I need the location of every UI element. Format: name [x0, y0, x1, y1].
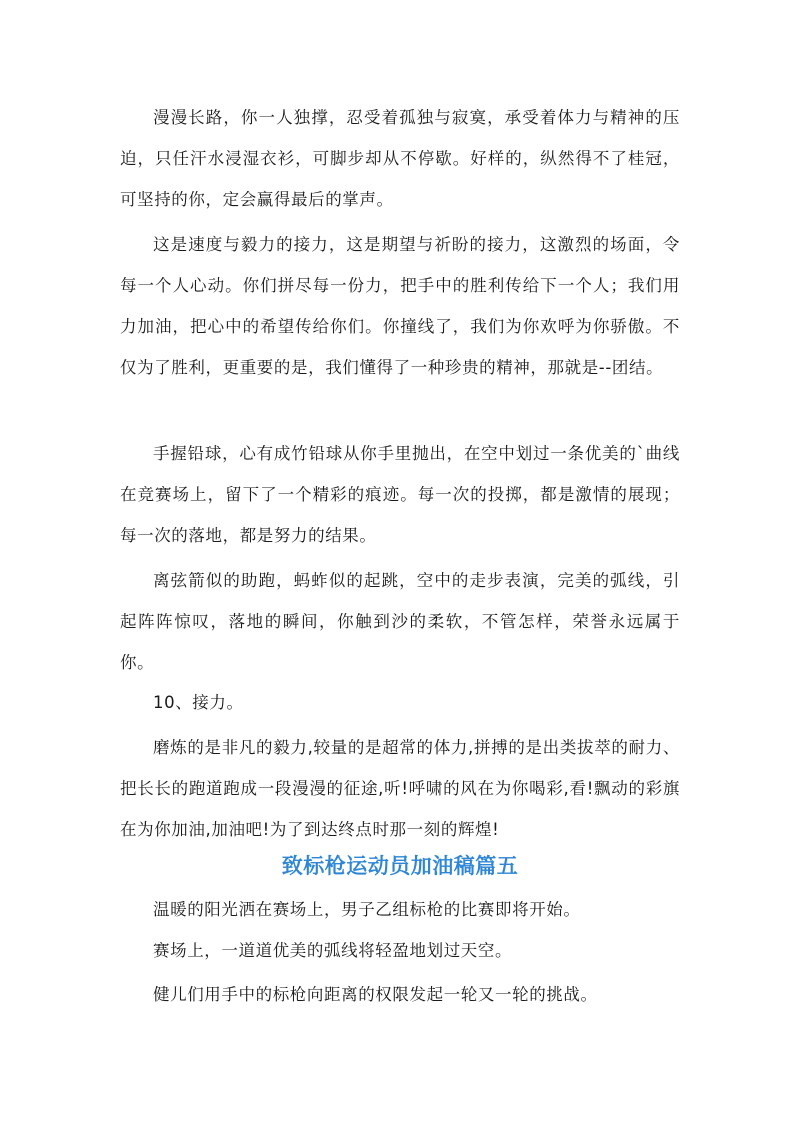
paragraph: 手握铅球，心有成竹铅球从你手里抛出，在空中划过一条优美的`曲线在竞赛场上，留下了一个精彩的痕迹。每一次的投掷，都是激情的展现；每一次的落地，都是努力的结果。	[120, 444, 680, 545]
paragraph: 离弦箭似的助跑，蚂蚱似的起跳，空中的走步表演，完美的弧线，引起阵阵惊叹，落地的瞬间，你触到沙的柔软，不管怎样，荣誉永远属于你。	[120, 571, 680, 672]
list-heading: 10、接力。	[153, 693, 244, 712]
paragraph: 漫漫长路，你一人独撑，忍受着孤独与寂寞，承受着体力与精神的压迫，只任汗水浸湿衣衫，可脚步却从不停歇。好样的，纵然得不了桂冠，可坚持的你，定会赢得最后的掌声。	[120, 108, 680, 209]
paragraph: 赛场上，一道道优美的弧线将轻盈地划过天空。	[153, 941, 513, 960]
section-title: 致标枪运动员加油稿篇五	[281, 854, 519, 878]
paragraph: 健儿们用手中的标枪向距离的权限发起一轮又一轮的挑战。	[153, 985, 598, 1004]
paragraph: 这是速度与毅力的接力，这是期望与祈盼的接力，这激烈的场面，令每一个人心动。你们拼尽每一份力，把手中的胜利传给下一个人；我们用力加油，把心中的希望传给你们。你撞线了，我们为你欢呼为你骄傲。不仅为了胜利，更重要的是，我们懂得了一种珍贵的精神，那就是--团结。	[120, 235, 680, 377]
paragraph: 磨炼的是非凡的毅力,较量的是超常的体力,拼搏的是出类拔萃的耐力、把长长的跑道跑成一段漫漫的征途,听!呼啸的风在为你喝彩,看!飘动的彩旗在为你加油,加油吧!为了到达终点时那一刻的辉煌!	[120, 738, 680, 839]
paragraph: 温暖的阳光洒在赛场上，男子乙组标枪的比赛即将开始。	[153, 900, 581, 919]
